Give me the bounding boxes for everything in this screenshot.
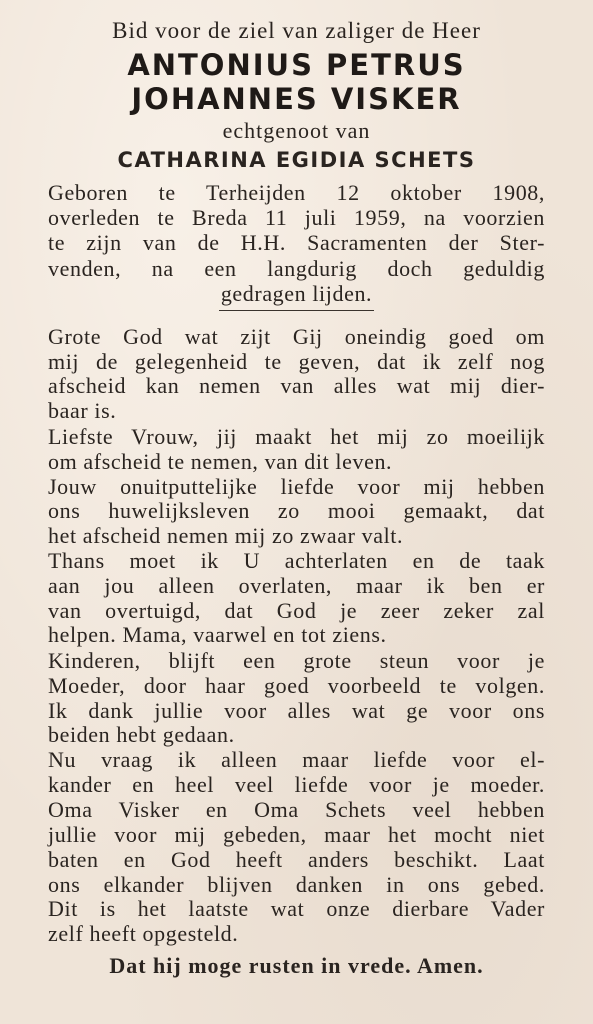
bio-line: venden, na een langdurig doch geduldig — [48, 256, 545, 281]
message-line: zelf heeft opgesteld. — [48, 921, 239, 946]
divider — [219, 310, 374, 311]
message-line: Jouw onuitputtelijke liefde voor mij hebben — [48, 474, 545, 499]
bio-line: te zijn van de H.H. Sacramenten der Ster- — [48, 230, 545, 255]
message-line: om afscheid te nemen, van dit leven. — [48, 449, 393, 474]
spouse-name: CATHARINA EGIDIA SCHETS — [117, 148, 476, 172]
spouse-label: echtgenoot van — [222, 118, 371, 143]
message-line: mij de gelegenheid te geven, dat ik zelf nog — [48, 349, 545, 374]
deceased-name-line-1: ANTONIUS PETRUS — [127, 48, 466, 82]
message-line: Ik dank jullie voor alles wat ge voor ons — [48, 698, 545, 723]
message-line: Grote God wat zijt Gij oneindig goed om — [48, 324, 545, 349]
message-line: ons huwelijksleven zo mooi gemaakt, dat — [48, 498, 545, 523]
message-line: jullie voor mij gebeden, maar het mocht niet — [48, 822, 545, 847]
intro-line: Bid voor de ziel van zaliger de Heer — [112, 18, 481, 43]
message-line: van overtuigd, dat God je zeer zeker zal — [48, 598, 545, 623]
message-line: Moeder, door haar goed voorbeeld te volgen. — [48, 673, 545, 698]
message-line: ons elkander blijven danken in ons gebed. — [48, 872, 545, 897]
message-line: Oma Visker en Oma Schets veel hebben — [48, 797, 545, 822]
message-line: Kinderen, blijft een grote steun voor je — [48, 648, 545, 673]
bio-line: Geboren te Terheijden 12 oktober 1908, — [48, 180, 545, 205]
message-line: baar is. — [48, 398, 117, 423]
message-line: Nu vraag ik alleen maar liefde voor el- — [48, 747, 545, 772]
message-line: baten en God heeft anders beschikt. Laat — [48, 847, 545, 872]
message-line: kander en heel veel liefde voor je moeder. — [48, 772, 545, 797]
message-line: Dit is het laatste wat onze dierbare Vader — [48, 896, 545, 921]
deceased-name-line-2: JOHANNES VISKER — [131, 82, 462, 116]
closing-prayer: Dat hij moge rusten in vrede. Amen. — [109, 953, 484, 978]
bio-line: overleden te Breda 11 juli 1959, na voorzien — [48, 205, 545, 230]
message-line: aan jou alleen overlaten, maar ik ben er — [48, 573, 545, 598]
message-line: Liefste Vrouw, jij maakt het mij zo moeilijk — [48, 424, 545, 449]
message-line: beiden hebt gedaan. — [48, 722, 235, 747]
message-line: het afscheid nemen mij zo zwaar valt. — [48, 523, 404, 548]
message-line: afscheid kan nemen van alles wat mij dier- — [48, 373, 545, 398]
message-line: Thans moet ik U achterlaten en de taak — [48, 548, 545, 573]
message-line: helpen. Mama, vaarwel en tot ziens. — [48, 622, 387, 647]
bio-line: gedragen lijden. — [220, 281, 373, 306]
